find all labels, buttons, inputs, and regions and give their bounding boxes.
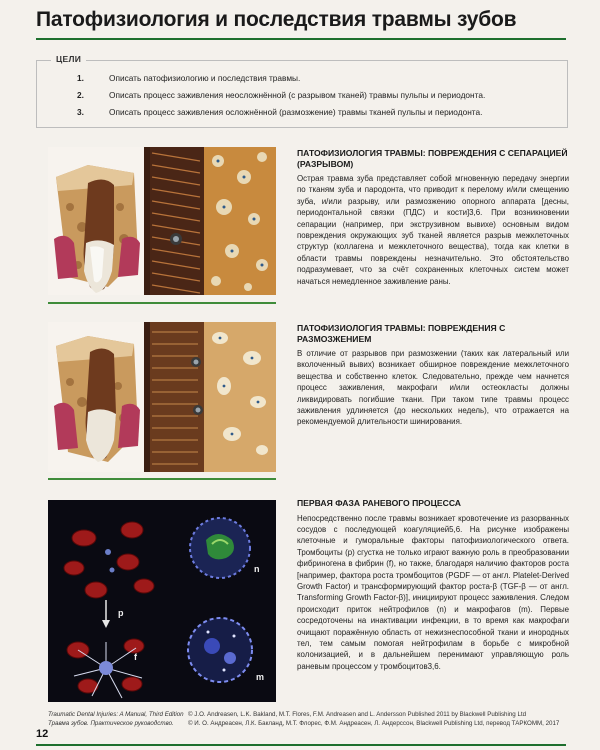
figure-crushing-injury [48,322,276,472]
goal-item [77,73,300,83]
goals-box [36,54,568,128]
label-n: n [254,564,260,574]
goal-text: Описать процесс заживления осложнённой (размозжение) травмы тканей пульпы и периодонта. [109,107,483,117]
goal-item [77,90,485,100]
goal-item [77,107,482,117]
section-body: В отличие от разрывов при размозжении (таких как латеральный или вколоченный вывих) возникает обширное повреждение межклеточного вещества и собственно клеток. Следовательно, прежде чем начнется процесс заживления, макрофаги и/или остеокласты должны ликвидировать погибшие ткани. При таком типе травмы процесс заживления удлиняется (до нескольких недель), что отражается на рекомендуемой длительности шинирования. [297,349,569,427]
goal-text: Описать патофизиологию и последствия травмы. [109,73,301,83]
tooth-tissue-illustration [48,147,276,295]
title-divider [36,38,566,40]
goal-number: 3. [77,107,84,117]
goal-number: 1. [77,73,84,83]
section-crushing [297,323,569,428]
goal-number: 2. [77,90,84,100]
label-p: p [118,608,124,618]
footer-source-ru: Травма зубов. Практическое руководство. [48,720,174,727]
figure-separation-injury [48,147,276,295]
section-first-phase [297,498,569,672]
section-body: Острая травма зуба представляет собой мгновенную передачу энергии по тканям зуба и пародонта, что приводит к перелому и/или смещению зуба, и/или разрыву, или размозжению опорного аппарата [десны, периодонтальной связки (ПДС) и кости]3,6. При возникновении сепарации (например, при экструзивном вывихе) основным видом повреждения окружающих зуб тканей является разрыв межклеточных структур (коллагена и межклеточного вещества), тогда как клетки в области травмы повреждены незначительно. Это обстоятельство подразумевает, что за счёт сохраненных клеточных систем может начаться немедленное заживление раны. [297,174,569,286]
label-m: m [256,672,265,682]
tooth-tissue-illustration [48,322,276,472]
section-title: ПАТОФИЗИОЛОГИЯ ТРАВМЫ: ПОВРЕЖДЕНИЯ С РАЗМОЗЖЕНИЕМ [297,323,506,344]
page-title: Патофизиология и последствия травмы зубов [36,8,517,31]
goal-text: Описать процесс заживления неосложнённой (с разрывом тканей) травмы пульпы и периодонта. [109,90,486,100]
copyright-footer [48,710,559,728]
page-number: 12 [36,728,49,740]
figure-wound-healing [48,500,276,702]
section-title: ПЕРВАЯ ФАЗА РАНЕВОГО ПРОЦЕССА [297,498,462,508]
goals-label: ЦЕЛИ [51,54,86,64]
section-separation [297,148,569,287]
footer-source-en: Traumatic Dental Injuries: A Manual, Third Edition [48,711,184,718]
figure-divider [48,302,276,304]
section-body: Непосредственно после травмы возникает кровотечение из разорванных сосудов с последующей коагуляцией5,6. На рисунке изображены клеточные и гуморальные факторы патофизиологического ответа. Тромбоциты (p) сгустка не только играют важную роль в преобразовании фибриногена в фибрин (f), но также, благодаря наличию факторов роста [например, фактора роста тромбоцитов (PGDF — от англ. Platelet-Derived Growth Factor) и трансформирующий фактор роста-β (TGF-β — от англ. Transforming Growth Factor-β)], инициируют процесс заживления. Следом происходит приток нейтрофилов (n) и макрофагов (m). Первые сосредоточены на инактивации инфекции, в то время как макрофаги очищают поражённую область от нежизнеспособной ткани и инородных тел, тем самым помогая нейтрофилам в борьбе с микробной колонизацией, и в дальнейшем перенимают управляющую роль раневым процессом у тромбоцитов3,6. [297,513,570,671]
figure-divider [48,478,276,480]
footer-copyright-en: © J.O. Andreasen, L.K. Bakland, M.T. Flores, F.M. Andreasen and L. Andersson Published 2011 by Blackwell Publishing Ltd [188,711,527,718]
section-title: ПАТОФИЗИОЛОГИЯ ТРАВМЫ: ПОВРЕЖДЕНИЯ С СЕПАРАЦИЕЙ (РАЗРЫВОМ) [297,148,568,169]
label-f: f [134,652,137,662]
cell-illustration [48,500,276,702]
footer-copyright-ru: © И. О. Андреасен, Л.К. Бакланд, М.Т. Флорес, Ф.М. Андреасен, Л. Андерссон, Blackwell Publishing Ltd, перевод ТАРКОММ, 2017 [188,720,560,727]
bottom-divider [36,744,566,746]
